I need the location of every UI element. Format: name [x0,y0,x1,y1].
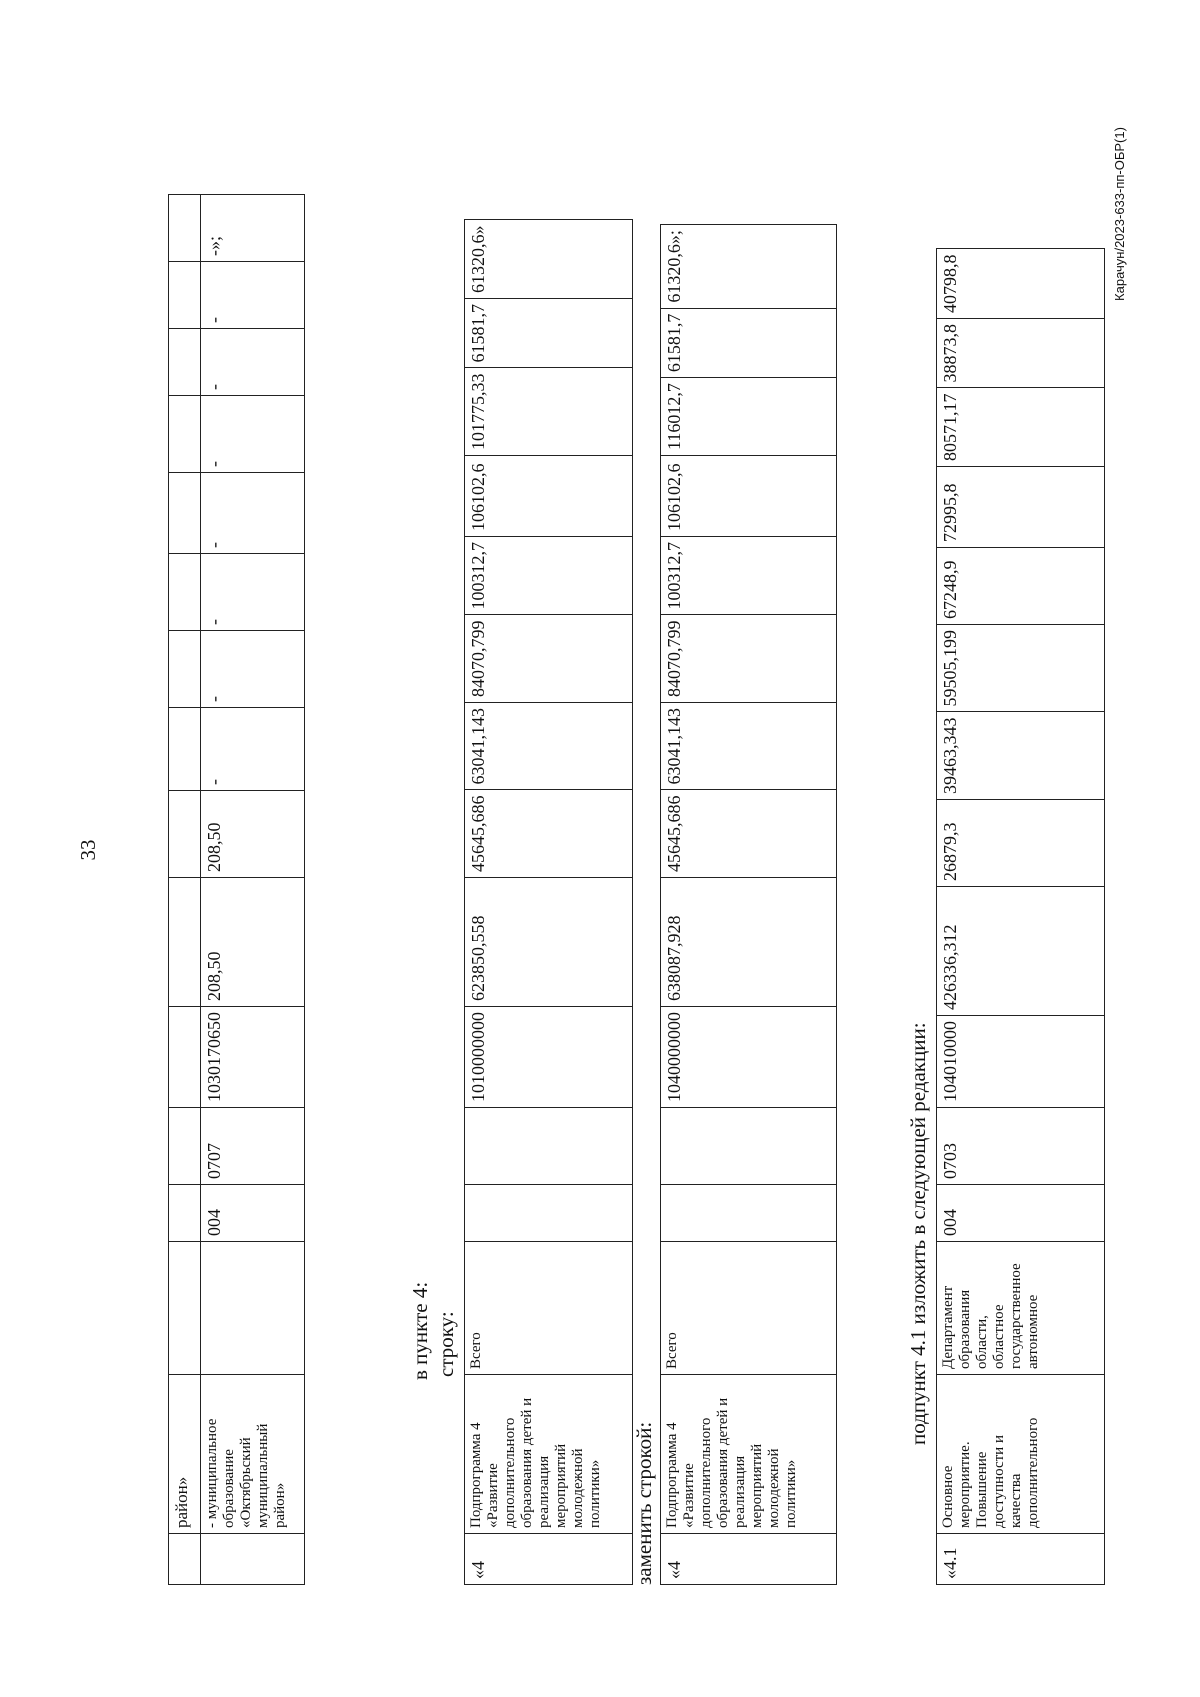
table-cell: 45645,686 [465,790,633,878]
table-cell [169,262,201,329]
table-cell: 100312,7 [465,537,633,616]
table-cell: Всего [465,1242,633,1375]
table-cell: 61320,6» [465,220,633,299]
table-cell: - [201,396,305,473]
table-cell: 208,50 [201,878,305,1007]
table-cell [169,1007,201,1108]
table-cell: 100312,7 [661,537,837,616]
table-cell: 208,50 [201,791,305,878]
table-cell [169,1534,201,1585]
table-cell: 0707 [201,1108,305,1185]
new-row-table [660,224,837,1585]
table-cell [201,1242,305,1375]
table-cell [201,1534,305,1585]
table-cell: Департамент образования области, областное государственное автономное [937,1242,1105,1375]
table-cell: 45645,686 [661,790,837,878]
table-cell: 101775,33 [465,368,633,456]
table-row [937,249,1105,1585]
table-cell: 638087,928 [661,878,837,1007]
table-cell: -»; [201,195,305,262]
table-cell [465,1108,633,1185]
table-cell: Подпрограмма 4 «Развитие дополнительного образования детей и реализация мероприятий молодежной политики» [465,1375,633,1534]
table-cell: 39463,343 [937,712,1105,800]
table-cell: 104010000 [937,1016,1105,1108]
table-cell: 1010000000 [465,1007,633,1108]
table-cell: - [201,708,305,791]
table-cell: «4.1 [937,1534,1105,1585]
table-cell [465,1185,633,1242]
subpoint-4-1-table [936,249,1105,1586]
section-heading-subpoint-4-1: подпункт 4.1 изложить в следующей редакции: [906,1022,930,1445]
table-cell [169,1185,201,1242]
table-cell: район» [169,1375,201,1534]
table-cell [169,473,201,554]
table-cell: 38873,8 [937,319,1105,389]
table-cell [169,708,201,791]
table-cell [169,396,201,473]
page-number: 33 [76,839,100,861]
table-cell: 1030170650 [201,1007,305,1108]
table-cell: - муниципальное образование «Октябрьский муниципальный район» [201,1375,305,1534]
table-cell: 106102,6 [661,456,837,537]
table-cell: 116012,7 [661,378,837,456]
table-cell: 26879,3 [937,800,1105,887]
table-cell [169,1242,201,1375]
table-cell [169,791,201,878]
table-cell [661,1185,837,1242]
table-cell: 004 [937,1185,1105,1242]
table-cell: 67248,9 [937,548,1105,625]
table-cell: 80571,17 [937,388,1105,467]
table-cell: - [201,262,305,329]
table-cell: Подпрограмма 4 «Развитие дополнительного образования детей и реализация мероприятий молодежной политики» [661,1375,837,1534]
table-cell: 004 [201,1185,305,1242]
table-cell: - [201,631,305,708]
section-heading-point-4: в пункте 4: [408,1281,432,1380]
table-cell [169,554,201,631]
old-row-table [464,220,633,1586]
table-cell: 63041,143 [661,703,837,791]
table-cell [169,631,201,708]
table-row [201,195,305,1585]
table-cell [169,878,201,1007]
rotated-content [168,99,1108,1585]
table-cell: 72995,8 [937,467,1105,548]
table-cell: - [201,554,305,631]
table-cell: 106102,6 [465,456,633,537]
table-cell: - [201,329,305,396]
section-heading-replace: заменить строкой: [632,1421,656,1585]
table-cell [661,1108,837,1185]
table-cell: 40798,8 [937,249,1105,319]
table-cell: «4 [661,1534,837,1585]
table-cell: 623850,558 [465,878,633,1007]
table-cell: 426336,312 [937,887,1105,1016]
table-row [465,220,633,1585]
table-cell: 84070,799 [661,615,837,703]
table-row [169,195,201,1585]
table-cell: Основное мероприятие. Повышение доступности и качества дополнительного [937,1375,1105,1534]
table-cell: 0703 [937,1108,1105,1185]
table-cell: 61320,6»; [661,225,837,309]
section-heading-row: строку: [434,1311,458,1377]
table-cell: 1040000000 [661,1007,837,1108]
table-cell: 63041,143 [465,703,633,791]
table-cell [169,195,201,262]
table-cell: 84070,799 [465,615,633,703]
table-cell [169,1108,201,1185]
table-cell: 61581,7 [465,299,633,369]
table-cell: - [201,473,305,554]
table-cell: «4 [465,1534,633,1585]
table-cell: 61581,7 [661,308,837,378]
table-row [661,225,837,1585]
top-table [168,194,305,1585]
table-cell: 59505,199 [937,625,1105,713]
table-cell [169,329,201,396]
table-cell: Всего [661,1242,837,1375]
document-code: Карачун/2023-633-пп-ОБР(1) [1112,127,1127,301]
